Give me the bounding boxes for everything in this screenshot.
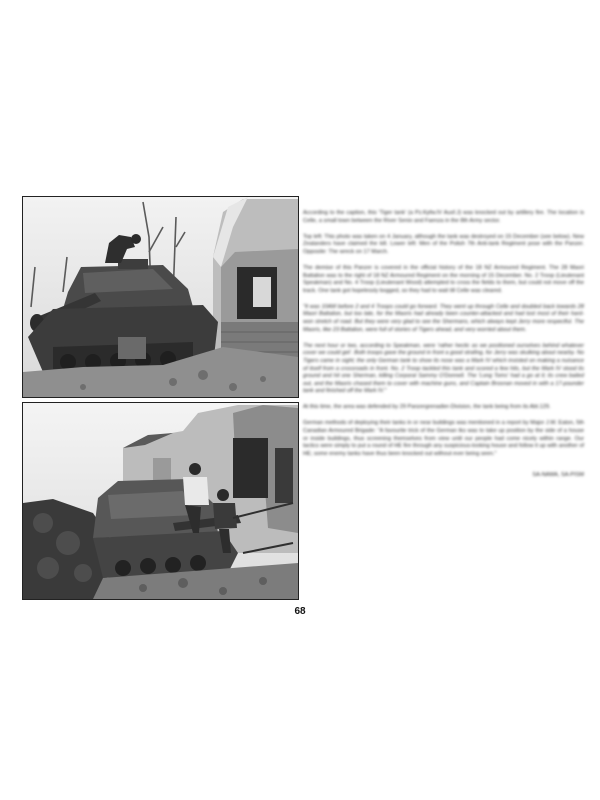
photo-top-tank-wreck bbox=[22, 196, 299, 398]
tank-wreck-photo-graphic bbox=[23, 197, 298, 397]
paragraph-5-quote: The next hour or two, according to Speakman, were 'rather hectic as we positioned ourselves behind whatever cover we could get'. Both troops gave the ground in front a good strafing, for Jerry was skulking about nearby. No Tigers came in sight; the only German tank to show its nose was a Mark IV which insisted on making a nuisance of itself from a crossroads in front. No. 2 Troop tackled this tank and scored a few hits, but the Mark IV stood its ground and hit one Sherman, killing Corporal Sammy O'Donnell. The 'Long Toms' had a go at it; its crew bailed out, and the Maoris chased them to cover with machine guns, and Captain Brosnan moved in with a 17-pounder tank and finished off the Mark IV." bbox=[303, 342, 584, 395]
photo-bottom-soldiers-on-tank bbox=[22, 402, 299, 600]
paragraph-3: The demise of this Panzer is covered in the official history of the 18 NZ Armoured Regiment. The 28 Maori Battalion was to the right of 18 NZ Armoured Regiment on the morning of 15 December. No. 2 Troop (Lieutenant Speakman) and No. 4 Troop (Lieutenant Wood) attempted to cross the fields to them, but could not move off the track. One tank got hopelessly bogged, so they had to wait till Celle was cleared. bbox=[303, 264, 584, 294]
photo-source-credit: SA-NAMA, SA-PISM bbox=[532, 472, 584, 479]
paragraph-2: Top left: This photo was taken on 4 January, although the tank was destroyed on 15 December (see below). New Zealanders have claimed the kill. Lower left: Men of the Polish 7th Anti-tank Regiment pose with the Panzer. Opposite: The wreck on 17 March. bbox=[303, 233, 584, 255]
caption-text-column bbox=[303, 210, 584, 489]
page-number: 68 bbox=[294, 606, 306, 617]
paragraph-4-quote: "It was 10AM before 2 and 4 Troops could go forward. They went up through Celle and doubled back towards 28 Maori Battalion, but too late, for the Maoris had already been counter-attacked and had lost most of their hard-won stretch of road. But they were very glad to see the Shermans, which always kept Jerry more respectful. The Maoris, like 23 Battalion, were full of stories of Tigers ahead, and very worried about them. bbox=[303, 303, 584, 333]
paragraph-6: At this time, the area was defended by 29 Panzergrenadier-Division, the tank being from its Abt.129. bbox=[303, 404, 551, 411]
soldiers-on-tank-photo-graphic bbox=[23, 403, 298, 599]
paragraph-7: German methods of deploying their tanks in or near buildings was mentioned in a report by Major J.W. Eaton, 5th Canadian Armoured Brigade: "A favourite trick of the German tks was to take up position by the side of a house or inside buildings, thus screening themselves from view until our people had come nicely within range. Our tactics were simply to put a round of HE fire through any suspicious-looking house and follow it up with another of HE; some enemy tanks have thus been knocked out without ever being seen." bbox=[303, 420, 584, 457]
paragraph-1: According to the caption, this 'Tiger tank' (a Pz.Kpfw.IV Ausf.J) was knocked out by artillery fire. The location is Celle, a small town between the River Senio and Faenza in the 8th Army sector. bbox=[303, 210, 584, 224]
